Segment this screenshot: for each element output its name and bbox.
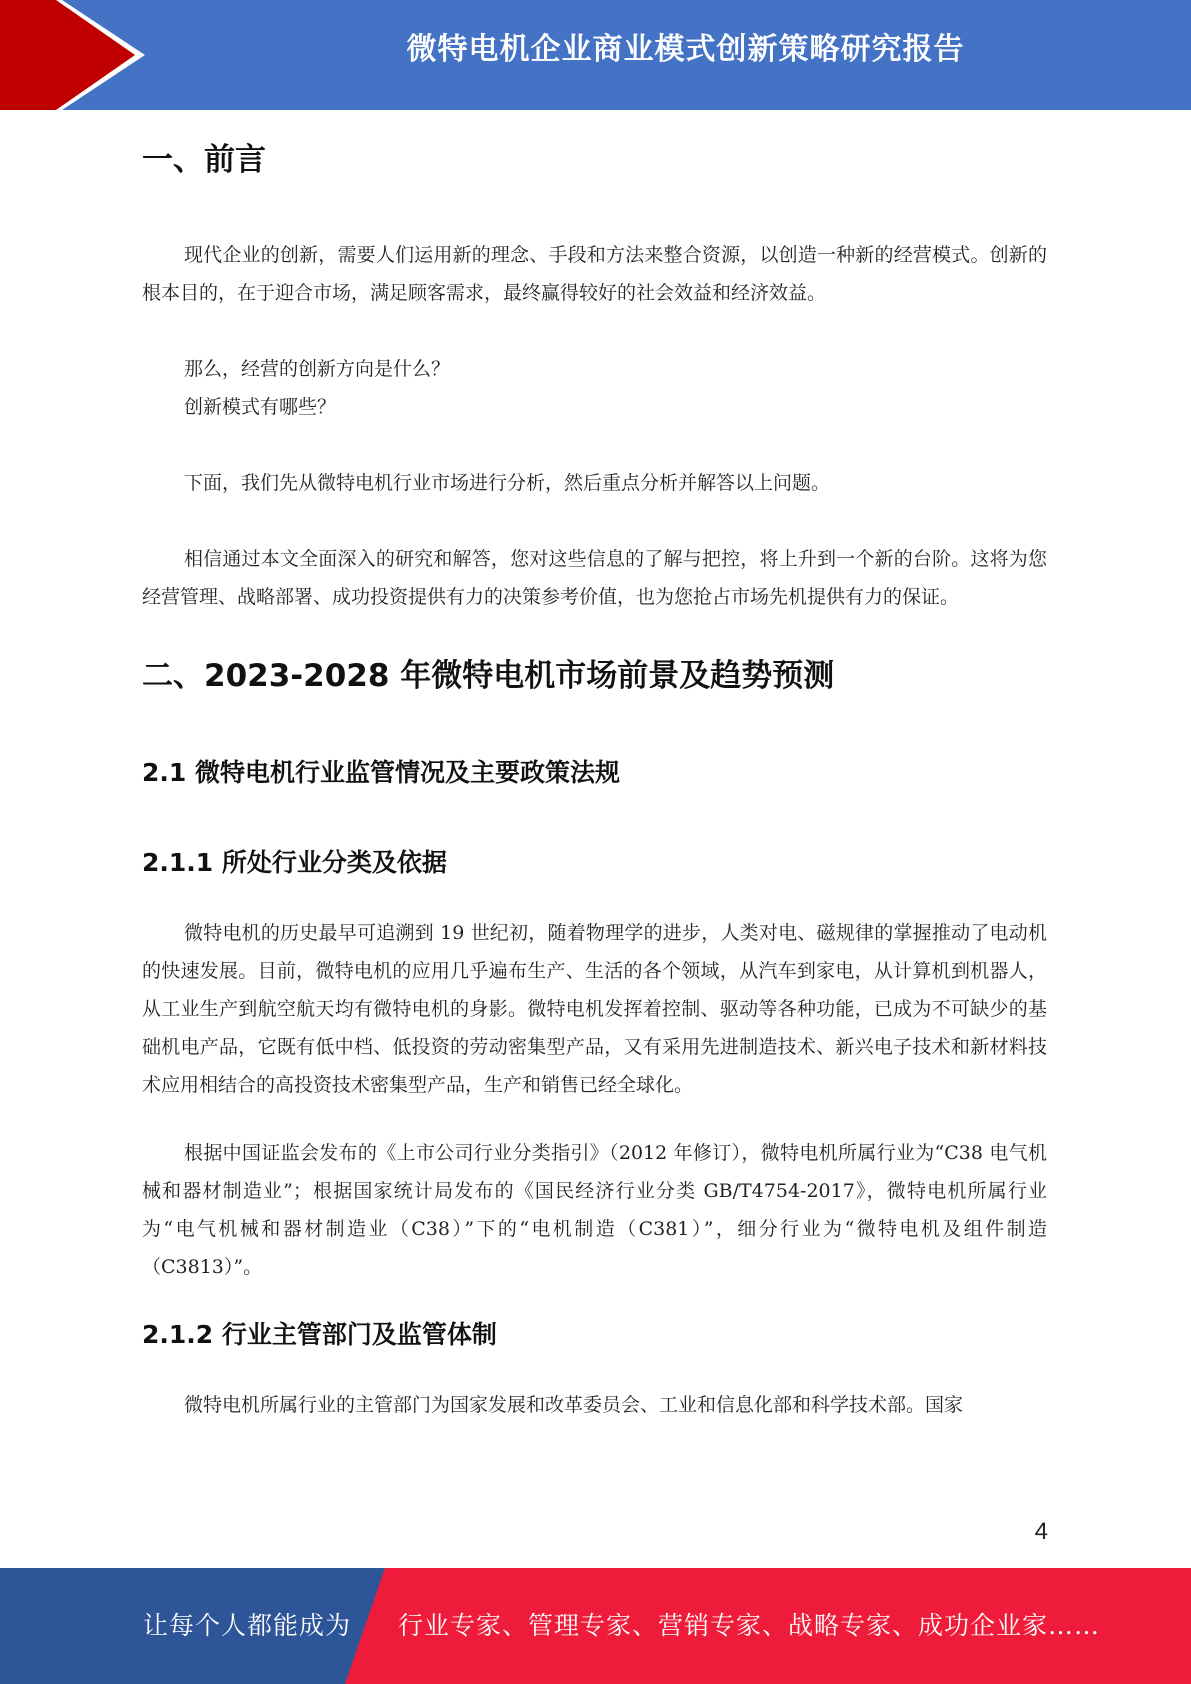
paragraph: 相信通过本文全面深入的研究和解答，您对这些信息的了解与把控，将上升到一个新的台阶。这将为您经营管理、战略部署、成功投资提供有力的决策参考价值，也为您抢占市场先机提供有力的保证。	[142, 548, 1047, 608]
paragraph-question-2: 创新模式有哪些？	[184, 396, 337, 418]
paragraph: 微特电机所属行业的主管部门为国家发展和改革委员会、工业和信息化部和科学技术部。国家	[184, 1394, 964, 1416]
subsection-heading: 2.1.2 行业主管部门及监管体制	[142, 1320, 497, 1349]
paragraph-question-1: 那么，经营的创新方向是什么？	[184, 358, 451, 380]
header-banner	[0, 0, 1191, 110]
report-title: 微特电机企业商业模式创新策略研究报告	[406, 32, 965, 67]
footer-slogan-left: 让每个人都能成为	[143, 1611, 352, 1640]
subsection-heading: 2.1.1 所处行业分类及依据	[142, 848, 447, 877]
page-number: 4	[1034, 1518, 1048, 1545]
footer-slogan-right: 行业专家、管理专家、营销专家、战略专家、成功企业家……	[398, 1611, 1101, 1640]
section-heading-market-outlook: 二、2023-2028 年微特电机市场前景及趋势预测	[142, 658, 835, 694]
subsection-heading: 2.1 微特电机行业监管情况及主要政策法规	[142, 758, 620, 787]
paragraph: 现代企业的创新，需要人们运用新的理念、手段和方法来整合资源，以创造一种新的经营模式。创新的根本目的，在于迎合市场，满足顾客需求，最终赢得较好的社会效益和经济效益。	[142, 244, 1047, 304]
footer-banner	[0, 1568, 1191, 1684]
paragraph: 根据中国证监会发布的《上市公司行业分类指引》（2012 年修订），微特电机所属行业为“C38 电气机械和器材制造业”；根据国家统计局发布的《国民经济行业分类 GB/T4754-2017》，微特电机所属行业为“电气机械和器材制造业（C38）”下的“电机制造（C381）”，细分行业为“微特电机及组件制造（C3813）”。	[142, 1142, 1047, 1278]
paragraph: 微特电机的历史最早可追溯到 19 世纪初，随着物理学的进步，人类对电、磁规律的掌握推动了电动机的快速发展。目前，微特电机的应用几乎遍布生产、生活的各个领域，从汽车到家电，从计算机到机器人，从工业生产到航空航天均有微特电机的身影。微特电机发挥着控制、驱动等各种功能，已成为不可缺少的基础机电产品，它既有低中档、低投资的劳动密集型产品，又有采用先进制造技术、新兴电子技术和新材料技术应用相结合的高投资技术密集型产品，生产和销售已经全球化。	[142, 922, 1047, 1096]
header-chevron-decoration	[0, 0, 160, 110]
paragraph: 下面，我们先从微特电机行业市场进行分析，然后重点分析并解答以上问题。	[184, 472, 831, 494]
section-heading-preface: 一、前言	[142, 142, 266, 178]
page-content	[142, 130, 1047, 1424]
